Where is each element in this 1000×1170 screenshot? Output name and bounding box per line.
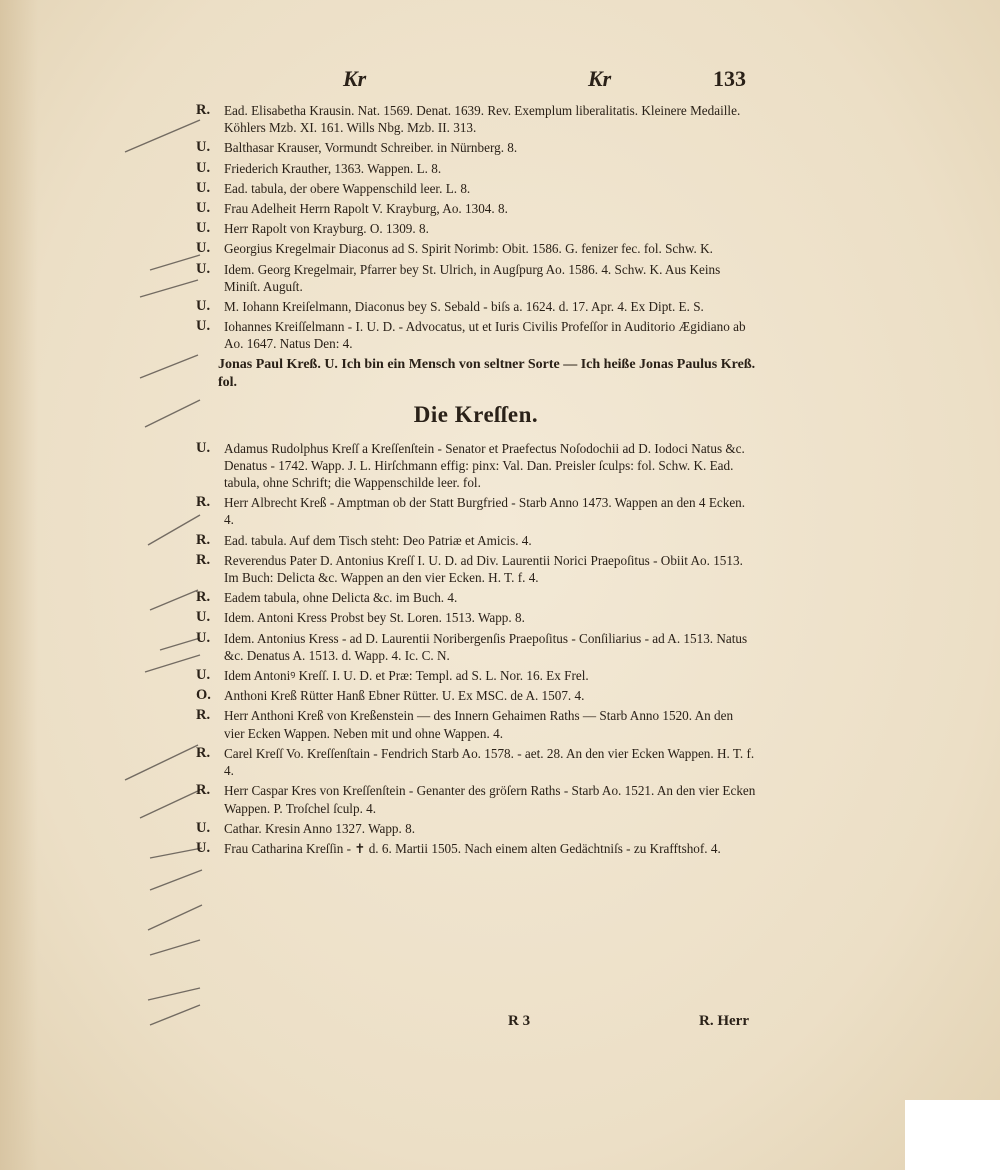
catalog-entry bbox=[196, 298, 756, 315]
entry-text: Georgius Kregelmair Diaconus ad S. Spirit Norimb: Obit. 1586. G. fenizer fec. fol. Schw. K. bbox=[224, 241, 713, 257]
header-left: Kr bbox=[343, 66, 367, 91]
catalog-entry bbox=[196, 609, 756, 626]
catalog-entry bbox=[196, 440, 756, 492]
pencil-stroke bbox=[148, 515, 200, 545]
entry-mark: U. bbox=[196, 667, 211, 684]
entry-text: Carel Kreſſ Vo. Kreſſenſtain - Fendrich Starb Ao. 1578. - aet. 28. An den vier Ecken Wappen. H. T. f. 4. bbox=[224, 745, 755, 779]
entry-text: Iohannes Kreiſſelmann - I. U. D. - Advocatus, ut et Iuris Civilis Profeſſor in Auditorio Ægidiano ab Ao. 1647. Natus Den: 4. bbox=[224, 319, 746, 352]
entry-mark: R. bbox=[196, 589, 211, 606]
pencil-stroke bbox=[150, 940, 200, 955]
catalog-entry bbox=[196, 240, 756, 257]
pencil-stroke bbox=[148, 988, 200, 1000]
entry-mark: U. bbox=[196, 179, 211, 196]
entry-text: Idem. Georg Kregelmair, Pfarrer bey St. Ulrich, in Augſpurg Ao. 1586. 4. Schw. K. Aus Keins Miniſt. Auguſt. bbox=[224, 261, 721, 294]
catalog-entry bbox=[196, 494, 756, 528]
pencil-stroke bbox=[125, 745, 198, 780]
entry-text: Idem Antoniꝰ Kreſſ. I. U. D. et Præ: Templ. ad S. L. Nor. 16. Ex Frel. bbox=[224, 668, 589, 684]
pencil-stroke bbox=[145, 655, 200, 672]
entries-before bbox=[196, 102, 756, 353]
entry-text: Idem. Antoni Kress Probst bey St. Loren. 1513. Wapp. 8. bbox=[224, 610, 525, 626]
pencil-stroke bbox=[125, 120, 200, 152]
entry-text: Ead. Elisabetha Krausin. Nat. 1569. Denat. 1639. Rev. Exemplum liberalitatis. Kleinere Medaille. Köhlers Mzb. XI. 161. Wills Nbg. Mzb. II. 313. bbox=[224, 103, 741, 136]
catalog-entry bbox=[196, 102, 756, 136]
entry-text: Herr Caspar Kres von Kreſſenſtein - Genanter des gröſern Raths - Starb Ao. 1521. An den vier Ecken Wappen. P. Troſchel ſculp. 4. bbox=[224, 783, 756, 816]
entry-text: Herr Rapolt von Krayburg. O. 1309. 8. bbox=[224, 221, 429, 237]
entry-mark: R. bbox=[196, 707, 211, 724]
entry-mark: R. bbox=[196, 531, 211, 548]
entry-list bbox=[196, 102, 756, 860]
pencil-stroke bbox=[140, 790, 200, 818]
entry-text: Herr Albrecht Kreß - Amptman ob der Statt Burgfried - Starb Anno 1473. Wappen an den 4 Ecken. 4. bbox=[224, 495, 746, 528]
pencil-stroke bbox=[150, 255, 200, 270]
catalog-entry bbox=[196, 840, 756, 857]
entry-text: Friederich Krauther, 1363. Wappen. L. 8. bbox=[224, 160, 442, 176]
pencil-stroke bbox=[160, 638, 200, 650]
catalog-entry bbox=[196, 630, 756, 664]
entry-mark: R. bbox=[196, 782, 211, 799]
catalog-entry bbox=[196, 667, 756, 684]
catalog-entry bbox=[196, 139, 756, 156]
entry-mark: U. bbox=[196, 839, 211, 856]
pencil-stroke bbox=[150, 870, 202, 890]
entry-text: Frau Adelheit Herrn Rapolt V. Krayburg, Ao. 1304. 8. bbox=[224, 201, 508, 217]
pencil-stroke bbox=[148, 905, 202, 930]
catalog-entry bbox=[196, 782, 756, 816]
entry-text: Eadem tabula, ohne Delicta &c. im Buch. 4. bbox=[224, 590, 458, 606]
entry-mark: R. bbox=[196, 102, 211, 118]
entry-text: Anthoni Kreß Rütter Hanß Ebner Rütter. U. Ex MSC. de A. 1507. 4. bbox=[224, 688, 585, 704]
catalog-entry bbox=[196, 589, 756, 606]
entry-mark: U. bbox=[196, 439, 211, 456]
catalog-entry bbox=[196, 200, 756, 217]
entry-text: M. Iohann Kreiſelmann, Diaconus bey S. Sebald - biſs a. 1624. d. 17. Apr. 4. Ex Dipt. E. S. bbox=[224, 299, 704, 315]
entry-text: Balthasar Krauser, Vormundt Schreiber. in Nürnberg. 8. bbox=[224, 140, 518, 156]
entry-mark: R. bbox=[196, 551, 211, 568]
entry-mark: U. bbox=[196, 159, 211, 176]
catalog-entry bbox=[196, 745, 756, 779]
pencil-stroke bbox=[140, 355, 198, 378]
entry-text: Reverendus Pater D. Antonius Kreſſ I. U. D. ad Div. Laurentii Norici Praepoſitus - Obiit Ao. 1513. Im Buch: Delicta &c. Wappen an den vier Ecken. H. T. f. 4. bbox=[224, 552, 743, 586]
entry-mark: U. bbox=[196, 819, 211, 836]
entry-text: Ead. tabula. Auf dem Tisch steht: Deo Patriæ et Amicis. 4. bbox=[224, 532, 532, 548]
catalog-entry bbox=[196, 160, 756, 177]
entry-mark: R. bbox=[196, 744, 211, 761]
catalog-entry bbox=[196, 552, 756, 586]
pencil-stroke bbox=[150, 590, 198, 610]
catalog-entry bbox=[196, 687, 756, 704]
catalog-entry bbox=[196, 532, 756, 549]
entry-mark: R. bbox=[196, 494, 211, 511]
page-footer bbox=[0, 1013, 1000, 1037]
entry-mark: U. bbox=[196, 318, 211, 335]
pencil-stroke bbox=[150, 848, 202, 858]
entry-mark: U. bbox=[196, 298, 211, 315]
entry-mark: U. bbox=[196, 609, 211, 626]
catalog-entry bbox=[196, 220, 756, 237]
catchword: R. Herr bbox=[699, 1013, 749, 1029]
pencil-stroke bbox=[145, 400, 200, 427]
catalog-entry bbox=[196, 707, 756, 741]
entry-mark: O. bbox=[196, 687, 211, 704]
entry-text: Ead. tabula, der obere Wappenschild leer. L. 8. bbox=[224, 180, 471, 196]
entries-after bbox=[196, 440, 756, 857]
signature-mark: R 3 bbox=[508, 1013, 531, 1029]
catalog-entry bbox=[196, 180, 756, 197]
catalog-entry bbox=[196, 318, 756, 352]
entry-text: Adamus Rudolphus Kreſſ a Kreſſenſtein - Senator et Praefectus Noſodochii ad D. Iodoci Natus &c. Denatus - 1742. Wapp. J. L. Hirſchmann effig: pinx: Val. Dan. Preisler ſculps: fol. Schw. K. Ead. tabula, ohne Schrift; die Wappenschilde leer. fol. bbox=[224, 440, 745, 491]
pencil-stroke bbox=[140, 280, 198, 297]
catalog-entry bbox=[196, 261, 756, 295]
entry-text: Idem. Antonius Kress - ad D. Laurentii Noribergenſis Praepoſitus - Conſiliarius - ad A. 1513. Natus &c. Denatus A. 1513. d. Wapp. 4. Ic. C. N. bbox=[224, 630, 748, 663]
page-number: 133 bbox=[713, 66, 746, 91]
entry-mark: U. bbox=[196, 200, 211, 217]
catalog-entry bbox=[196, 820, 756, 837]
entry-plain: Jonas Paul Kreß. U. Ich bin ein Mensch von seltner Sorte — Ich heiße Jonas Paulus Kreß. fol. bbox=[218, 356, 756, 390]
entry-mark: U. bbox=[196, 260, 211, 277]
running-header bbox=[0, 66, 1000, 96]
entry-mark: U. bbox=[196, 240, 211, 257]
entry-text: Frau Catharina Kreſſin - ✝ d. 6. Martii 1505. Nach einem alten Gedächtniſs - zu Krafftshof. 4. bbox=[224, 840, 721, 856]
entry-text: Herr Anthoni Kreß von Kreßenstein — des Innern Gehaimen Raths — Starb Anno 1520. An den vier Ecken Wappen. Neben mit und ohne Wappen. 4. bbox=[224, 708, 734, 741]
header-center: Kr bbox=[588, 66, 612, 91]
entry-mark: U. bbox=[196, 629, 211, 646]
section-title: Die Kreſſen. bbox=[413, 401, 539, 427]
entry-mark: U. bbox=[196, 220, 211, 237]
entry-text: Cathar. Kresin Anno 1327. Wapp. 8. bbox=[224, 820, 415, 836]
entry-mark: U. bbox=[196, 139, 211, 156]
